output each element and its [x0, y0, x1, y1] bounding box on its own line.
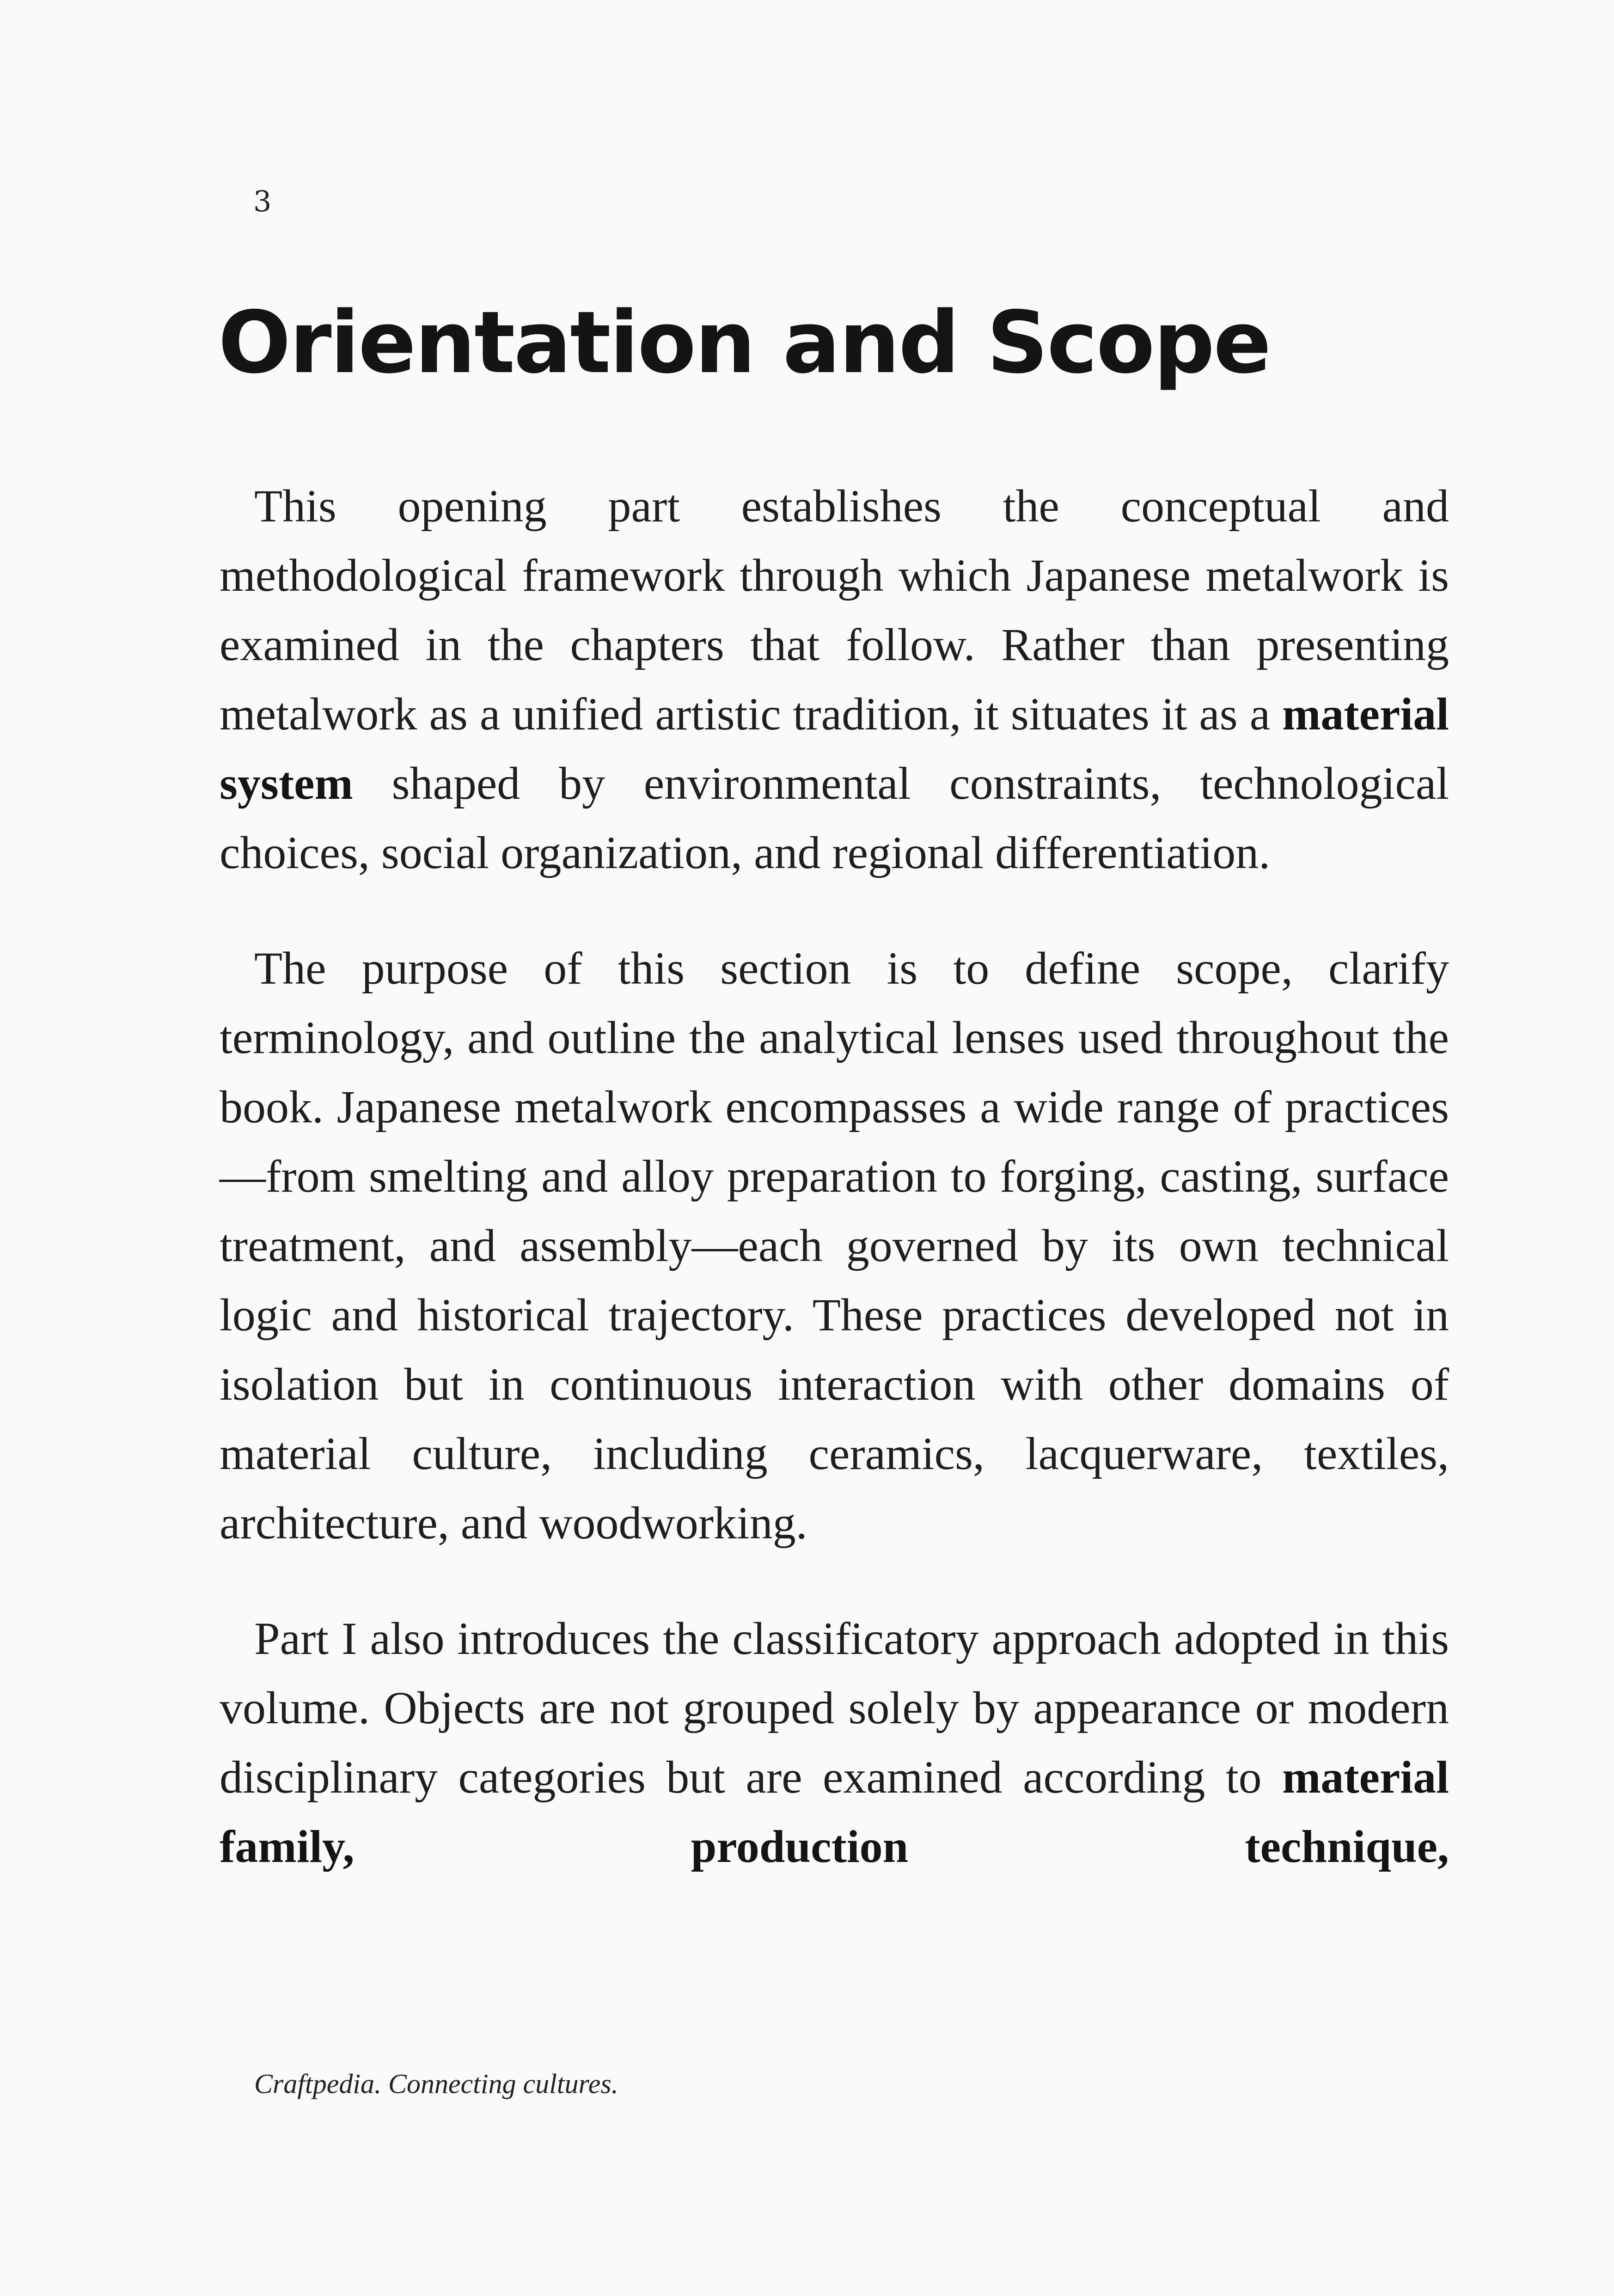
paragraph-1-text-end: shaped by environmental constraints, technological choices, social organization, and regional differentiation.: [220, 758, 1449, 878]
page-number: 3: [253, 184, 272, 218]
paragraph-3: [220, 1604, 1449, 1881]
chapter-title: Orientation and Scope: [218, 293, 1270, 392]
footer-tagline: Craftpedia. Connecting cultures.: [254, 2069, 618, 2099]
emphasis-material-system: material system: [220, 688, 1449, 809]
emphasis-classification-terms: material family, production technique,: [220, 1751, 1449, 1872]
paragraph-1: [220, 471, 1449, 888]
body-text: [220, 471, 1449, 1928]
paragraph-2: The purpose of this section is to define scope, clarify terminology, and outline the analytical lenses used throughout the book. Japanese metalwork encompasses a wide range of practices—from smelting and alloy preparation to forging, casting, surface treatment, and assembly—each governed by its own technical logic and historical trajectory. These practices developed not in isolation but in continuous interaction with other domains of material culture, including ceramics, lacquerware, textiles, architecture, and woodworking.: [220, 943, 1449, 1549]
paragraph-3-text-start: Part I also introduces the classificatory approach adopted in this volume. Objects are not grouped solely by appearance or modern disciplinary categories but are examined according to: [220, 1613, 1449, 1803]
paragraph-1-text-start: This opening part establishes the conceptual and methodological framework through which Japanese metalwork is examined in the chapters that follow. Rather than presenting metalwork as a unified artistic tradition, it situates it as a: [220, 480, 1449, 740]
